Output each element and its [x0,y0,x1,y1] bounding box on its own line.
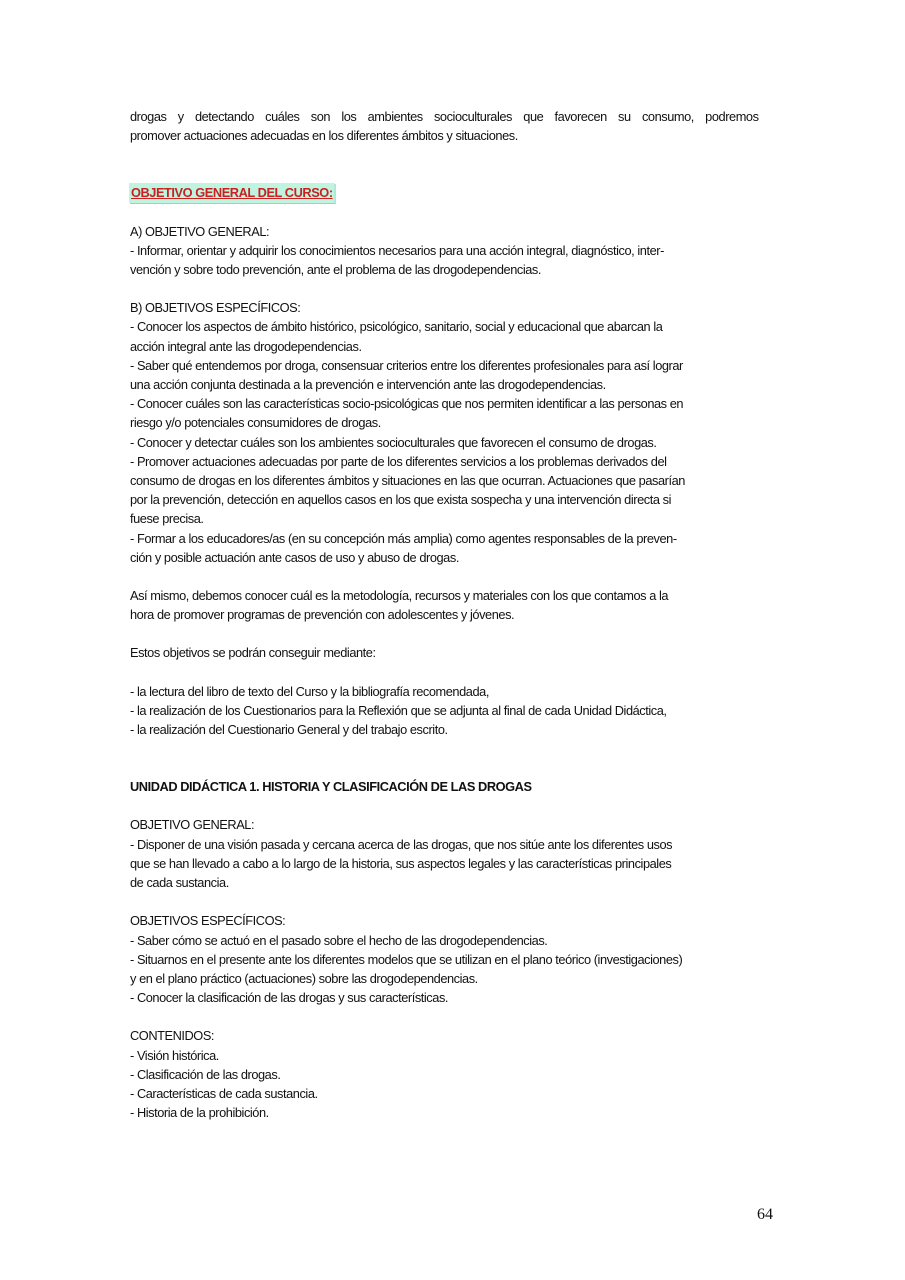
document-page [130,107,759,1122]
course-specific-line: - Conocer y detectar cuáles son los ambientes socioculturales que favorecen el consumo de drogas. [130,434,657,450]
course-specific-line: consumo de drogas en los diferentes ámbitos y situaciones en las que ocurran. Actuaciones que pasarían [130,473,685,489]
course-specific-line: - Promover actuaciones adecuadas por parte de los diferentes servicios a los problemas derivados del [130,453,667,469]
means-item: - la realización del Cuestionario General y del trabajo escrito. [130,722,448,738]
unit1-specific-line: - Conocer la clasificación de las drogas y sus características. [130,990,449,1006]
unit1-contents-item: - Historia de la prohibición. [130,1105,269,1121]
methodology-line: hora de promover programas de prevención con adolescentes y jóvenes. [130,607,515,623]
unit1-specific-line: - Situarnos en el presente ante los diferentes modelos que se utilizan en el plano teórico (investigaciones) [130,951,683,967]
course-general-heading: A) OBJETIVO GENERAL: [130,223,270,239]
course-specific-list [130,317,759,567]
course-specific-line: ción y posible actuación ante casos de uso y abuso de drogas. [130,549,459,565]
unit1-general-heading: OBJETIVO GENERAL: [130,817,255,833]
unit1-specific-heading: OBJETIVOS ESPECÍFICOS: [130,913,286,929]
unit1-specific-line: - Saber cómo se actuó en el pasado sobre el hecho de las drogodependencias. [130,932,548,948]
course-specific-line: riesgo y/o potenciales consumidores de drogas. [130,415,381,431]
course-specific-line: - Saber qué entendemos por droga, consensuar criterios entre los diferentes profesionales para así lograr [130,357,683,373]
unit1-general-line: - Disponer de una visión pasada y cercana acerca de las drogas, que nos sitúe ante los diferentes usos [130,836,673,852]
course-specific-line: fuese precisa. [130,511,204,527]
intro-paragraph [130,107,759,145]
unit1-general-line: que se han llevado a cabo a lo largo de la historia, sus aspectos legales y las características principales [130,855,672,871]
course-specific-line: una acción conjunta destinada a la prevención e intervención ante las drogodependencias. [130,377,606,393]
unit1-specific-list [130,931,759,1008]
course-specific-line: - Conocer los aspectos de ámbito histórico, psicológico, sanitario, social y educacional que abarcan la [130,319,663,335]
means-intro: Estos objetivos se podrán conseguir mediante: [130,645,376,661]
page-number: 64 [757,1206,773,1223]
unit1-contents-item: - Visión histórica. [130,1047,219,1063]
unit1-contents-item: - Características de cada sustancia. [130,1085,318,1101]
unit1-general-text [130,835,759,893]
course-specific-heading: B) OBJETIVOS ESPECÍFICOS: [130,300,301,316]
course-general-line: - Informar, orientar y adquirir los conocimientos necesarios para una acción integral, diagnóstico, inter- [130,242,664,258]
unit1-specific-line: y en el plano práctico (actuaciones) sobre las drogodependencias. [130,970,478,986]
unit1-contents-item: - Clasificación de las drogas. [130,1066,281,1082]
course-specific-line: acción integral ante las drogodependencias. [130,338,362,354]
methodology-line: Así mismo, debemos conocer cuál es la metodología, recursos y materiales con los que contamos a la [130,588,669,604]
course-general-text [130,241,759,279]
course-specific-line: - Conocer cuáles son las características socio-psicológicas que nos permiten identificar a las personas en [130,396,684,412]
intro-line-1: drogas y detectando cuáles son los ambientes socioculturales que favorecen su consumo, podremos [130,109,759,124]
unit1-contents-list [130,1046,759,1123]
methodology-paragraph [130,586,759,624]
means-list [130,682,759,740]
course-objective-title: OBJETIVO GENERAL DEL CURSO: [129,183,335,202]
course-specific-line: - Formar a los educadores/as (en su concepción más amplia) como agentes responsables de la preven- [130,530,677,546]
course-general-line: vención y sobre todo prevención, ante el problema de las drogodependencias. [130,262,542,278]
course-objective-title-row [130,183,759,202]
unit1-title: UNIDAD DIDÁCTICA 1. HISTORIA Y CLASIFICACIÓN DE LAS DROGAS [130,779,532,795]
course-specific-line: por la prevención, detección en aquellos casos en los que exista sospecha y una intervención directa si [130,492,671,508]
unit1-general-line: de cada sustancia. [130,875,229,891]
unit1-contents-heading: CONTENIDOS: [130,1028,215,1044]
means-item: - la lectura del libro de texto del Curso y la bibliografía recomendada, [130,683,489,699]
intro-line-2: promover actuaciones adecuadas en los diferentes ámbitos y situaciones. [130,128,518,144]
means-item: - la realización de los Cuestionarios para la Reflexión que se adjunta al final de cada Unidad Didáctica, [130,702,667,718]
